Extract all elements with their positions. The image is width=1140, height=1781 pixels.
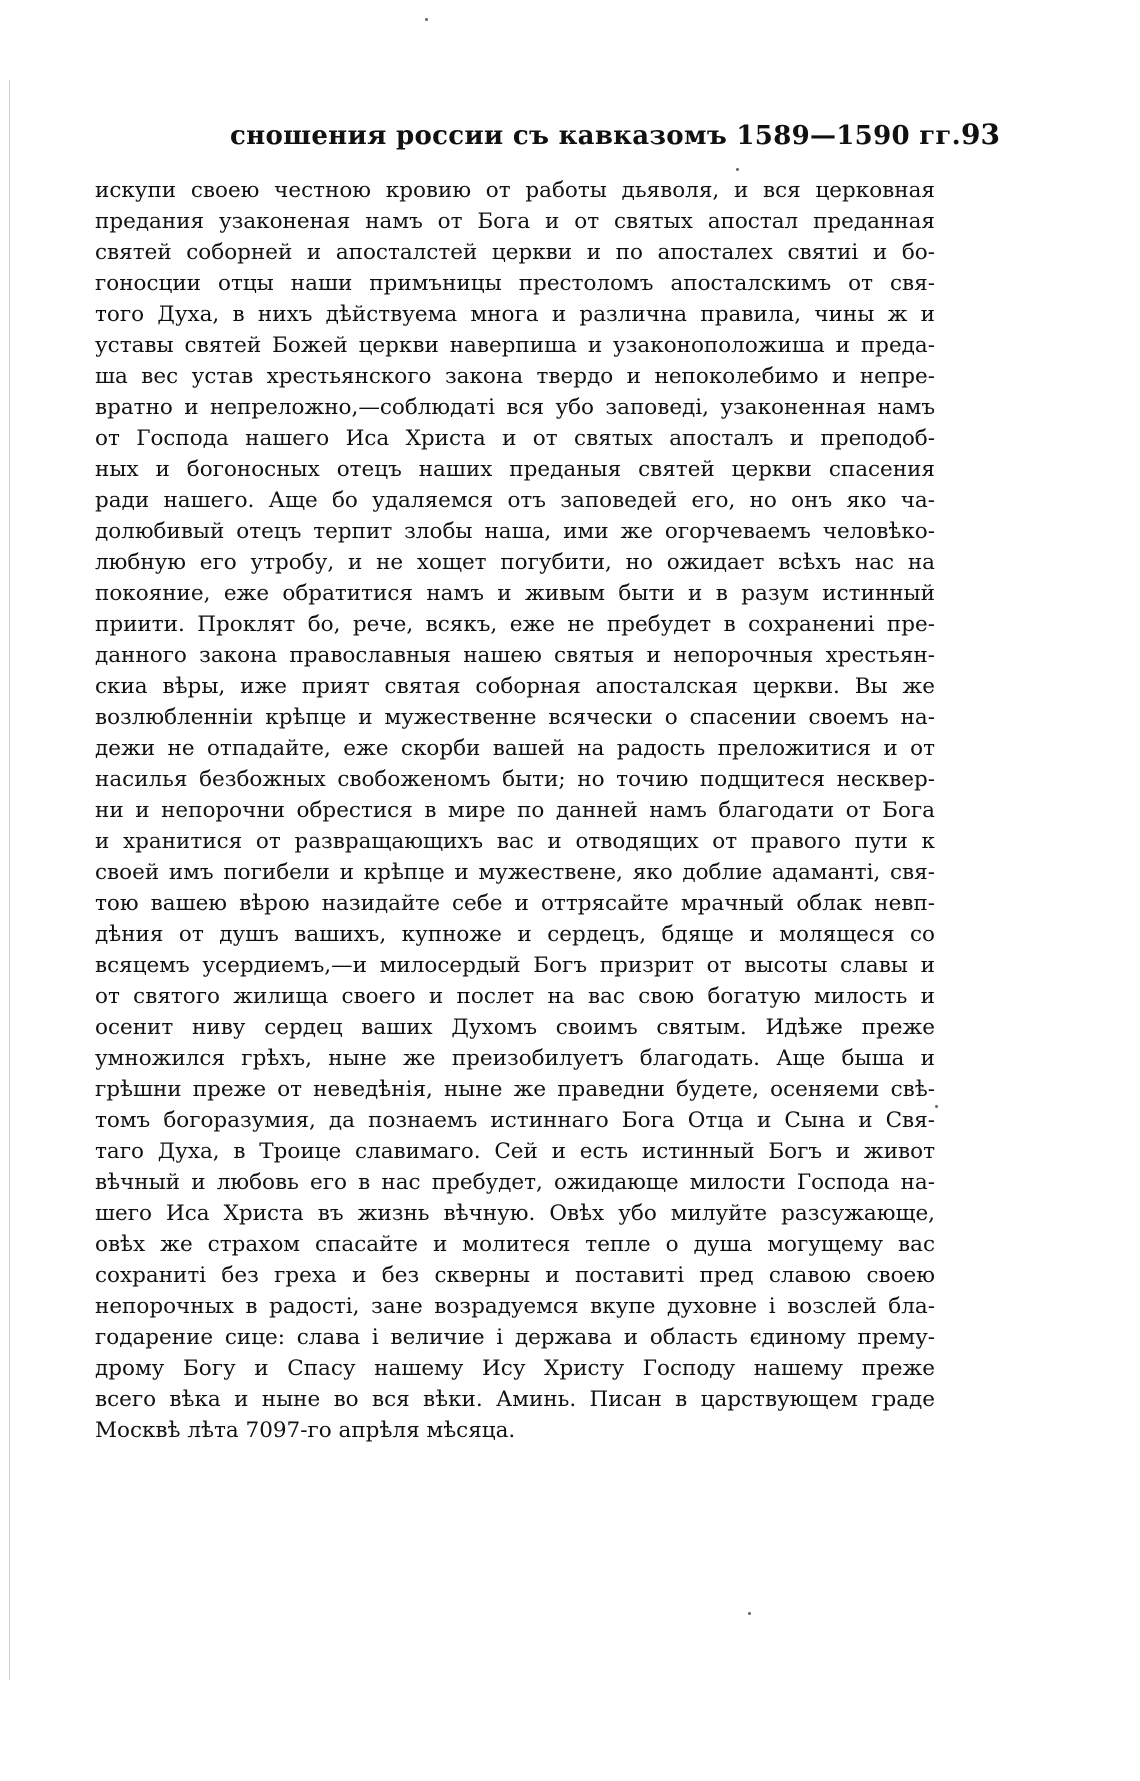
text-line: уставы святей Божей церкви наверпиша и узаконоположиша и преда- <box>95 333 935 358</box>
running-header-title: сношения россии съ кавказомъ 1589—1590 гг. <box>230 121 962 151</box>
text-line: гоносции отцы наши примъницы престоломъ апосталскимъ от свя- <box>95 271 935 296</box>
text-line: ни и непорочни обрестися в мире по данней намъ благодати от Бога <box>95 798 935 823</box>
text-line: овѣх же страхом спасайте и молитеся тепле о душа могущему вас <box>95 1232 935 1257</box>
text-line: скиа вѣры, иже прият святая соборная апосталская церкви. Вы же <box>95 674 935 699</box>
text-line: таго Духа, в Троице славимаго. Сей и есть истинный Богъ и живот <box>95 1139 935 1164</box>
text-line: годарение сице: слава і величие і держава и область єдиному прему- <box>95 1325 935 1350</box>
text-line: приити. Проклят бо, рече, всякъ, еже не пребудет в сохранениі пре- <box>95 612 935 637</box>
text-line: всяцемъ усердиемъ,—и милосердый Богъ призрит от высоты славы и <box>95 953 935 978</box>
scan-speck <box>736 168 739 171</box>
body-text <box>95 175 935 1446</box>
text-line: сохраниті без греха и без скверны и поставиті пред славою своею <box>95 1263 935 1288</box>
text-line: шего Иса Христа въ жизнь вѣчную. Овѣх убо милуйте разсужающе, <box>95 1201 935 1226</box>
text-line: дрому Богу и Спасу нашему Ису Христу Господу нашему преже <box>95 1356 935 1381</box>
text-line: дежи не отпадайте, еже скорби вашей на радость преложитися и от <box>95 736 935 761</box>
text-line: ша вес устав хрестьянского закона твердо и непоколебимо и непре- <box>95 364 935 389</box>
text-line: данного закона православныя нашею святыя и непорочныя хрестьян- <box>95 643 935 668</box>
text-line: непорочных в радості, зане возрадуемся вкупе духовне і возслей бла- <box>95 1294 935 1319</box>
text-line: тою вашею вѣрою назидайте себе и оттрясайте мрачный облак невп- <box>95 891 935 916</box>
text-line: своей имъ погибели и крѣпце и мужествене, яко доблие адаманті, свя- <box>95 860 935 885</box>
text-line: от Господа нашего Иса Христа и от святых апосталъ и преподоб- <box>95 426 935 451</box>
scan-speck <box>935 1105 938 1108</box>
text-line: всего вѣка и ныне во вся вѣки. Аминь. Писан в царствующем граде <box>95 1387 935 1412</box>
text-line: долюбивый отецъ терпит злобы наша, ими же огорчеваемъ человѣко- <box>95 519 935 544</box>
text-line: и хранитися от развращающихъ вас и отводящих от правого пути к <box>95 829 935 854</box>
text-line: того Духа, в нихъ дѣйствуема многа и различна правила, чины ж и <box>95 302 935 327</box>
text-line: вѣчный и любовь его в нас пребудет, ожидающе милости Господа на- <box>95 1170 935 1195</box>
text-line: грѣшни преже от неведѣнія, ныне же праведни будете, осеняеми свѣ- <box>95 1077 935 1102</box>
text-line: Москвѣ лѣта 7097-го апрѣля мѣсяца. <box>95 1418 516 1443</box>
text-line: умножился грѣхъ, ныне же преизобилуетъ благодать. Аще быша и <box>95 1046 935 1071</box>
scan-edge-line <box>9 80 10 1680</box>
scan-speck <box>425 18 428 21</box>
text-line: томъ богоразумия, да познаемъ истиннаго Бога Отца и Сына и Свя- <box>95 1108 935 1133</box>
text-line: покояние, еже обратитися намъ и живым быти и в разум истинный <box>95 581 935 606</box>
text-line: от святого жилища своего и послет на вас свою богатую милость и <box>95 984 935 1009</box>
text-line: осенит ниву сердец ваших Духомъ своимъ святым. Идѣже преже <box>95 1015 935 1040</box>
text-line: возлюбленніи крѣпце и мужественне всячески о спасении своемъ на- <box>95 705 935 730</box>
text-line: вратно и непреложно,—соблюдаті вся убо заповеді, узаконенная намъ <box>95 395 935 420</box>
running-header <box>230 118 1000 158</box>
text-line: любную его утробу, и не хощет погубити, но ожидает всѣхъ нас на <box>95 550 935 575</box>
text-line: ради нашего. Аще бо удаляемся отъ заповедей его, но онъ яко ча- <box>95 488 935 513</box>
text-line: насилья безбожных свобоженомъ быти; но точию подщитеся несквер- <box>95 767 935 792</box>
scan-speck <box>748 1612 751 1615</box>
text-line: искупи своею честною кровию от работы дьяволя, и вся церковная <box>95 178 935 203</box>
text-line: ных и богоносных отецъ наших преданыя святей церкви спасения <box>95 457 935 482</box>
text-line: дѣния от душъ вашихъ, купноже и сердецъ, бдяще и молящеся со <box>95 922 935 947</box>
text-line: предания узаконеная намъ от Бога и от святых апостал преданная <box>95 209 935 234</box>
text-line: святей соборней и апосталстей церкви и по апосталех святиі и бо- <box>95 240 935 265</box>
page-number: 93 <box>961 118 1000 151</box>
